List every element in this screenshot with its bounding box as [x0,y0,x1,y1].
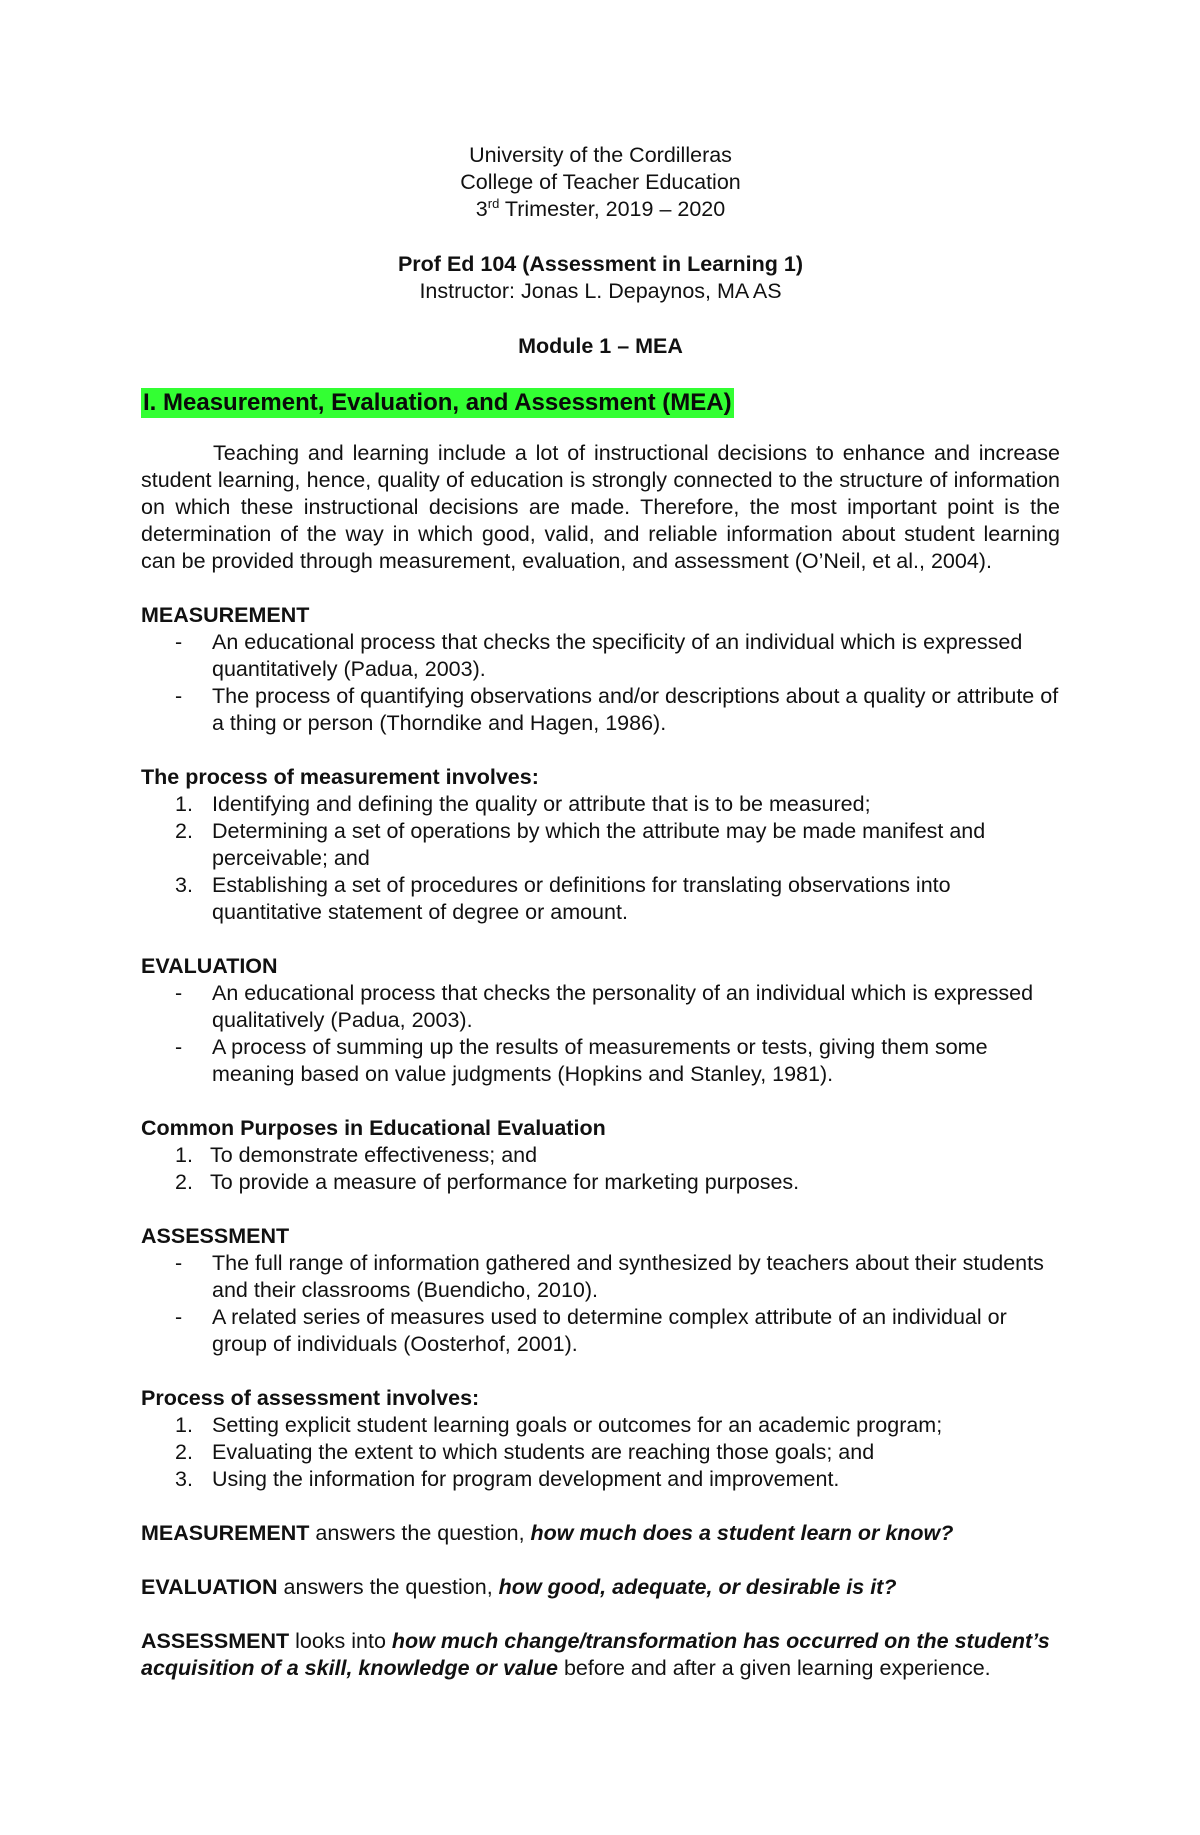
statement-text: looks into [289,1629,392,1653]
list-item [141,683,1060,737]
list-item [141,1169,1060,1196]
dash-marker: - [175,981,183,1005]
number-marker: 3. [175,873,193,897]
term-years: Trimester, 2019 – 2020 [499,197,726,221]
list-item-text: Evaluating the extent to which students are reaching those goals; and [212,1440,875,1464]
list-item [141,1142,1060,1169]
dash-marker: - [175,1305,183,1329]
evaluation-list [141,980,1060,1088]
list-item-text: Using the information for program development and improvement. [212,1467,840,1491]
evaluation-heading: EVALUATION [141,954,278,978]
measurement-list [141,629,1060,737]
list-item-text: The process of quantifying observations and/or descriptions about a quality or attribute of a thing or person (Thorndike and Hagen, 1986). [212,684,1059,735]
list-item [141,629,1060,683]
evaluation-purposes-heading: Common Purposes in Educational Evaluation [141,1116,606,1140]
statement-term: MEASUREMENT [141,1521,310,1545]
assessment-list [141,1250,1060,1358]
term-ordinal: rd [487,195,500,211]
assessment-process-list [141,1412,1060,1493]
list-item [141,791,1060,818]
statement-text: answers the question, [277,1575,499,1599]
list-item [141,872,1060,926]
section-heading: I. Measurement, Evaluation, and Assessment (MEA) [143,389,732,416]
list-item-text: A process of summing up the results of measurements or tests, giving them some meaning based on value judgments (Hopkins and Stanley, 1981). [212,1035,988,1086]
list-item [141,1304,1060,1358]
dash-marker: - [175,1251,183,1275]
term-number: 3 [475,197,488,221]
dash-marker: - [175,630,183,654]
number-marker: 1. [175,1413,193,1437]
list-item [141,1034,1060,1088]
dash-marker: - [175,1035,183,1059]
list-item [141,818,1060,872]
assessment-heading: ASSESSMENT [141,1224,290,1248]
university-name: University of the Cordilleras [469,143,732,167]
number-marker: 3. [175,1467,193,1491]
assessment-statement [141,1628,1060,1682]
list-item [141,1466,1060,1493]
list-item-text: To demonstrate effectiveness; and [210,1143,538,1167]
list-item-text: Determining a set of operations by which the attribute may be made manifest and perceivable; and [212,819,986,870]
list-item-text: To provide a measure of performance for marketing purposes. [210,1170,800,1194]
number-marker: 1. [175,1143,193,1167]
intro-paragraph: Teaching and learning include a lot of instructional decisions to enhance and increase student learning, hence, quality of education is strongly connected to the structure of information on which these instructional decisions are made. Therefore, the most important point is the determination of the way in which good, valid, and reliable information about student learning can be provided through measurement, evaluation, and assessment (O’Neil, et al., 2004). [141,441,1060,573]
list-item-text: A related series of measures used to determine complex attribute of an individual or group of individuals (Oosterhof, 2001). [212,1305,1007,1356]
measurement-heading: MEASUREMENT [141,603,310,627]
number-marker: 2. [175,1170,193,1194]
course-title: Prof Ed 104 (Assessment in Learning 1) [397,252,804,276]
list-item [141,1250,1060,1304]
measurement-process-list [141,791,1060,926]
measurement-statement [141,1520,1060,1547]
statement-term: ASSESSMENT [141,1629,290,1653]
list-item [141,980,1060,1034]
number-marker: 2. [175,819,193,843]
list-item-text: The full range of information gathered and synthesized by teachers about their students and their classrooms (Buendicho, 2010). [212,1251,1044,1302]
measurement-process-heading: The process of measurement involves: [141,765,539,789]
document-header [141,142,1060,223]
assessment-process-heading: Process of assessment involves: [141,1386,480,1410]
list-item-text: An educational process that checks the personality of an individual which is expressed qualitatively (Padua, 2003). [212,981,1034,1032]
list-item-text: Establishing a set of procedures or definitions for translating observations into quantitative statement of degree or amount. [212,873,951,924]
list-item [141,1439,1060,1466]
statement-text: answers the question, [309,1521,531,1545]
statement-term: EVALUATION [141,1575,278,1599]
section-heading-wrap [141,360,1060,418]
dash-marker: - [175,684,183,708]
number-marker: 1. [175,792,193,816]
college-name: College of Teacher Education [460,170,741,194]
module-title: Module 1 – MEA [518,334,683,358]
course-info [141,251,1060,305]
instructor-line: Instructor: Jonas L. Depaynos, MA AS [419,279,782,303]
list-item-text: Setting explicit student learning goals or outcomes for an academic program; [212,1413,943,1437]
statement-text: before and after a given learning experience. [557,1656,991,1680]
list-item [141,1412,1060,1439]
evaluation-statement [141,1574,1060,1601]
statement-question: how much does a student learn or know? [530,1521,954,1545]
statement-focus: how much change/transformation has occurred on the student’s acquisition of a skill, knowledge or value [141,1629,1050,1680]
list-item-text: An educational process that checks the specificity of an individual which is expressed quantitatively (Padua, 2003). [212,630,1023,681]
evaluation-purposes-list [141,1142,1060,1196]
number-marker: 2. [175,1440,193,1464]
list-item-text: Identifying and defining the quality or attribute that is to be measured; [212,792,871,816]
statement-question: how good, adequate, or desirable is it? [498,1575,897,1599]
term-line [141,196,1060,223]
